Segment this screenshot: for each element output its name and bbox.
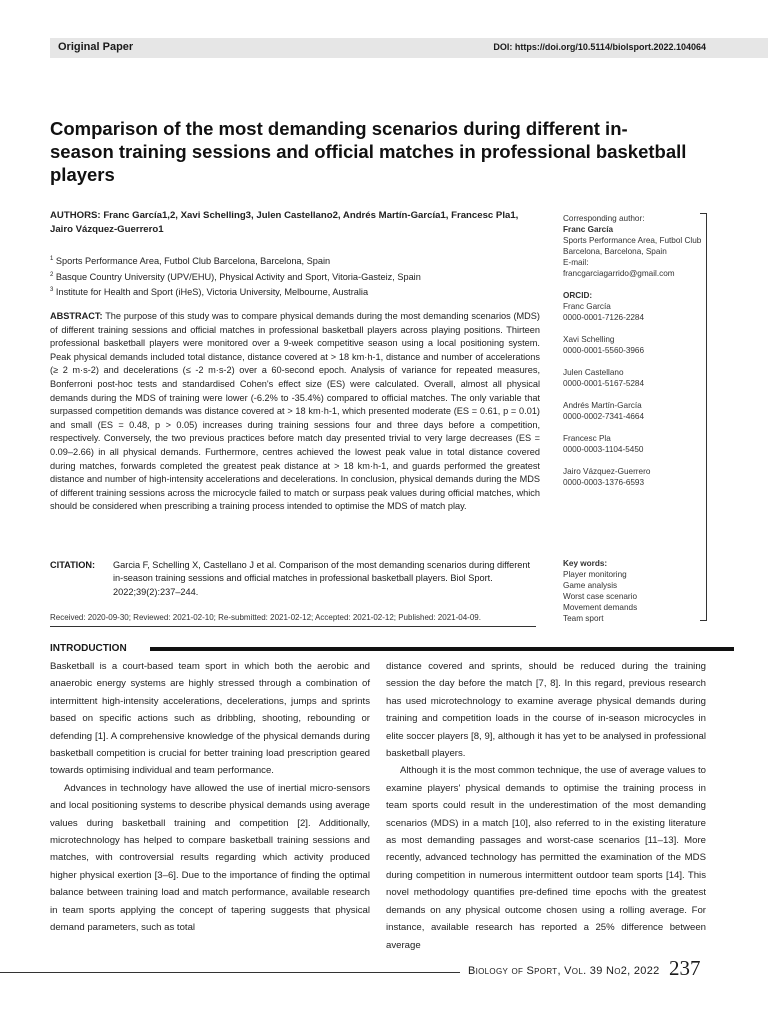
orcid-name: Julen Castellano [563, 368, 624, 377]
orcid-label: ORCID: [563, 291, 593, 300]
keyword: Team sport [563, 614, 604, 623]
abstract-text: The purpose of this study was to compare physical demands during the most demanding scenarios (MDS) of different training sessions and official matches in professional basketball players across playing positions. Thirteen professional basketball players were monitored over a 9-week competitive season using a local positioning system. Peak physical demands included total distance, distance covered at > 18 km·h-1, distance and number of accelerations (≥ 2 m·s-2) and decelerations (≤ -2 m·s-2) over a 60-second epoch. Analysis of variance for repeated measures, Bonferroni post-hoc tests and standardised Cohen's effect size (ES) were calculated. Overall, almost all physical demands during the MDS of training were lower (-6.2% to -35.4%) compared to official matches. The only variable that surpassed competition demands was distance covered at > 18 km·h-1, which presented moderate (ES = 0.61, p = 0.01) and small (ES = 0.48, p > 0.05) increases during training sessions four and three days before a competition, respectively. Conversely, the two previous practices before match day presented trivial to very large decreases (ES = 0.09–2.66) in all physical demands. Furthermore, centres achieved the lowest peak value in total distance covered during matches, forwards completed the greatest peak distance at > 18 km·h-1, and guards performed the greatest distance and number of high-intensity accelerations and decelerations. In conclusion, physical demands during the MDS of different training sessions across the microcycle failed to match or surpass peak values during official matches, which should be considered when prescribing a training process intended to optimise the MDS of match play. [50, 311, 540, 512]
orcid-id[interactable]: 0000-0003-1376-6593 [563, 478, 645, 487]
section-rule [150, 647, 734, 651]
header-bar [50, 38, 768, 58]
keyword: Player monitoring [563, 570, 627, 579]
orcid-id[interactable]: 0000-0001-5167-5284 [563, 379, 645, 388]
affiliation-item: $^3$ Institute for Health and Sport (iHeS), Victoria University, Melbourne, Australia [50, 287, 369, 298]
affiliations [50, 253, 540, 300]
footer-rule [0, 972, 460, 973]
paragraph: Basketball is a court-based team sport in which both the aerobic and anaerobic energy systems are highly stressed through a combination of intermittent high-intensity accelerations, decelerations, jumps and sprints based on specific actions such as dribbling, shooting, rebounding or defending [1]. A comprehensive knowledge of the physical demands during basketball competition is crucial for better training load prescription geared towards optimising individual and team performance. [50, 661, 370, 777]
body-column-left [50, 658, 370, 937]
orcid-id[interactable]: 0000-0002-7341-4664 [563, 412, 645, 421]
orcid-name: Jairo Vázquez-Guerrero [563, 467, 651, 476]
body-column-right [386, 658, 706, 954]
abstract-label: ABSTRACT: [50, 311, 103, 321]
orcid-id[interactable]: 0000-0001-7126-2284 [563, 313, 645, 322]
orcid-id[interactable]: 0000-0003-1104-5450 [563, 445, 644, 454]
page-number: 237 [669, 956, 701, 980]
citation [50, 559, 540, 599]
orcid-name: Xavi Schelling [563, 335, 615, 344]
authors-list: Franc García1,2, Xavi Schelling3, Julen Castellano2, Andrés Martín-García1, Francesc Pla1, Jairo Vázquez-Guerrero1 [50, 210, 519, 235]
keyword: Worst case scenario [563, 592, 638, 601]
abstract [50, 310, 540, 514]
authors-label: AUTHORS: [50, 210, 101, 221]
corresponding-author [563, 213, 713, 279]
affiliation-item: $^1$ Sports Performance Area, Futbol Club Barcelona, Barcelona, Spain [50, 256, 331, 267]
citation-text: Garcia F, Schelling X, Castellano J et al. Comparison of the most demanding scenarios during different in-season training sessions and official matches in professional basketball players. Biol Sport. 2022;39(2):237–244. [113, 560, 531, 597]
keyword: Movement demands [563, 603, 638, 612]
corr-affiliation: Sports Performance Area, Futbol Club Barcelona, Barcelona, Spain [563, 236, 702, 256]
divider [50, 626, 536, 627]
doi-link[interactable]: DOI: https://doi.org/10.5114/biolsport.2022.104064 [493, 42, 706, 52]
orcid-name: Andrés Martín-García [563, 401, 642, 410]
orcid-id[interactable]: 0000-0001-5560-3966 [563, 346, 645, 355]
dates-line: Received: 2020-09-30; Reviewed: 2021-02-10; Re-submitted: 2021-02-12; Accepted: 2021-02-12; Published: 2021-04-09. [50, 613, 481, 622]
keyword: Game analysis [563, 581, 618, 590]
journal-footer: Biology of Sport, Vol. 39 No2, 2022 [468, 965, 660, 977]
paper-title: Comparison of the most demanding scenarios during different in-season training sessions and official matches in professional basketball players [50, 118, 687, 185]
keywords-label: Key words: [563, 559, 608, 568]
authors [50, 209, 540, 236]
paragraph: Advances in technology have allowed the use of inertial micro-sensors and local positioning systems to describe physical demands using average values during basketball training and competition [2]. Additionally, microtechnology has helped to compare basketball training sessions and matches, with controversial results regarding which activity produced higher physical exertion [3–6]. Due to the importance of finding the optimal balance between training load and match performance, available research in team sports applying the concept of tapering suggests that physical demand parameters, such as total [50, 782, 370, 934]
orcid-name: Francesc Pla [563, 434, 611, 443]
article-type: Original Paper [58, 41, 134, 53]
corr-label: Corresponding author: [563, 214, 645, 223]
paragraph: distance covered and sprints, should be reduced during the training session the day before the match [7, 8]. In this regard, previous research has used microtechnology to examine average physical demands during training and competition loads in the course of in-season microcycles in elite soccer players [8, 9], although it has yet to be analysed in professional basketball players. [386, 661, 706, 760]
email-link[interactable]: francgarciagarrido@gmail.com [563, 269, 675, 278]
affiliation-item: $^2$ Basque Country University (UPV/EHU), Physical Activity and Sport, Vitoria-Gasteiz, Spain [50, 271, 421, 282]
email-label: E-mail: [563, 258, 589, 267]
orcid-name: Franc García [563, 302, 611, 311]
paragraph: Although it is the most common technique, the use of average values to examine players' physical demands to optimise the training process in team sports could result in the underestimation of the most demanding scenarios (MDS) in a match [10], also referred to in the existing literature as most demanding passages and worst-case scenarios [11–13]. More recently, advanced technology has permitted the examination of the MDS during competition in numerous intermittent outdoor team sports [14]. This novel methodology quantifies pre-defined time epochs with the greatest demands on any physical outcome chosen using a rolling average. For instance, available research has reported a 25% difference between average [386, 765, 706, 951]
section-heading: INTRODUCTION [50, 643, 127, 654]
keywords-block [563, 558, 713, 624]
corr-name: Franc García [563, 225, 614, 234]
citation-label: CITATION: [50, 560, 96, 570]
orcid-block [563, 290, 713, 488]
